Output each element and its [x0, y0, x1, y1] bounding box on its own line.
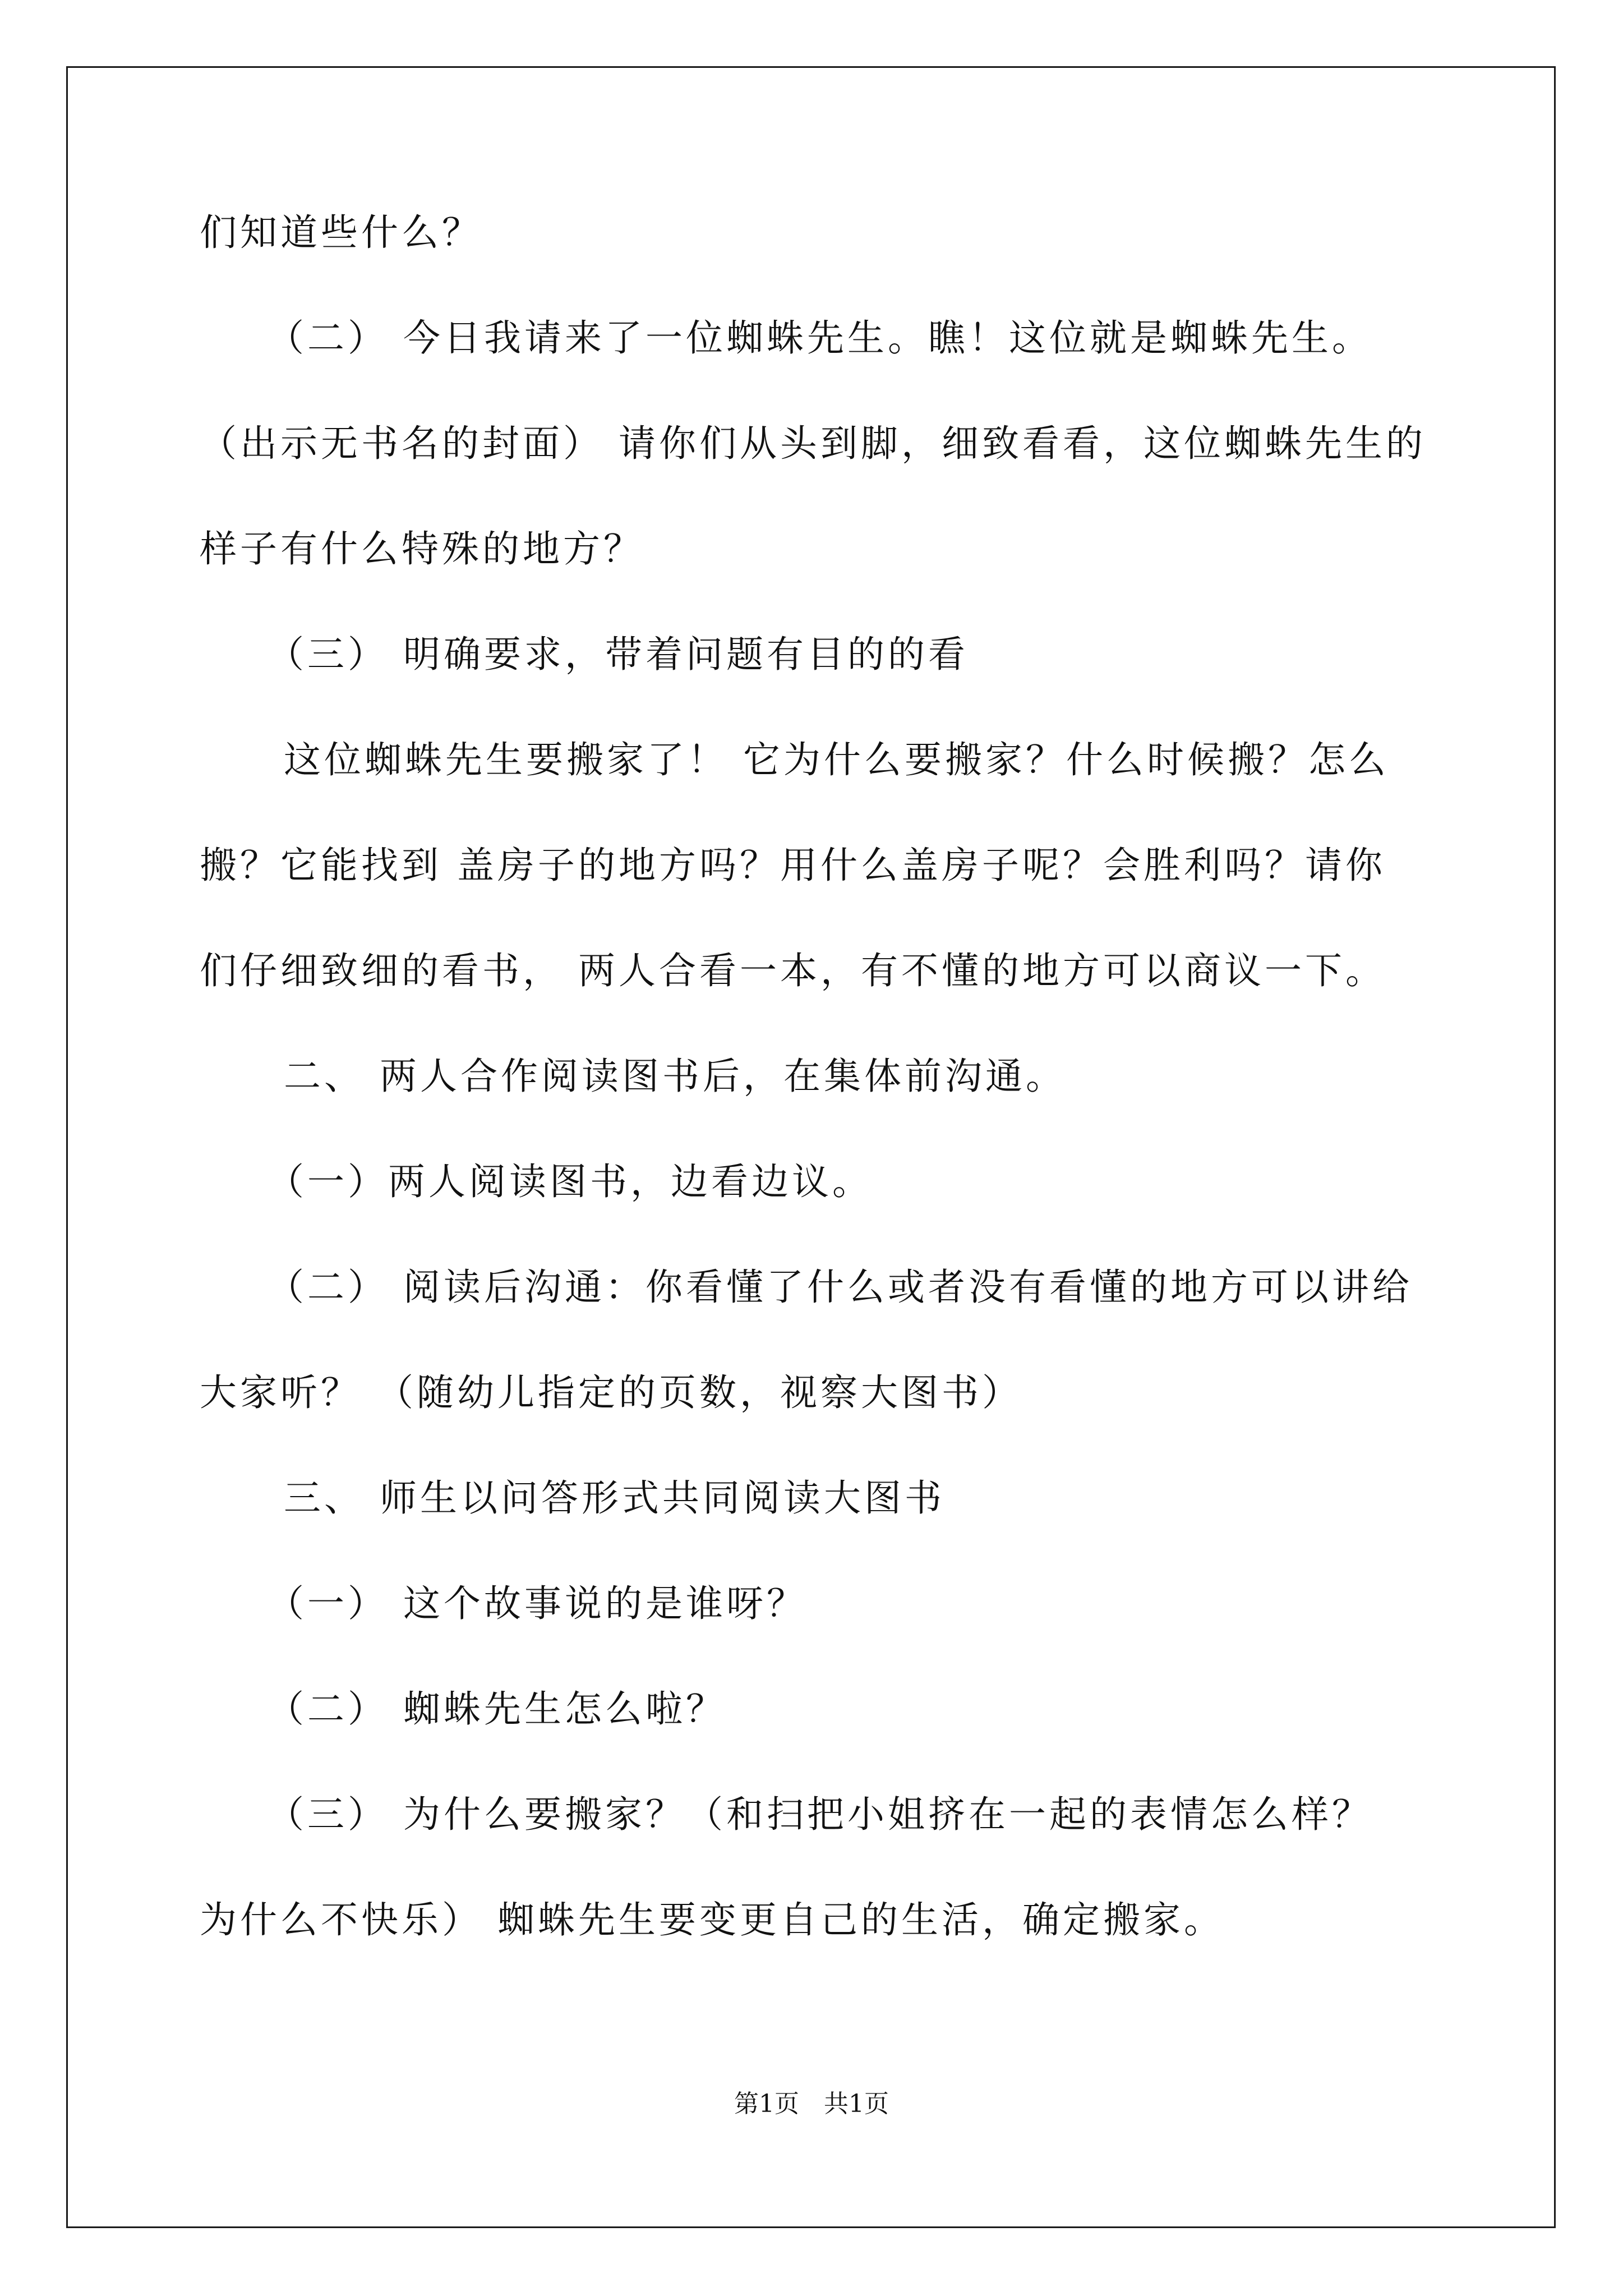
text-line-3: （出示无书名的封面） 请你们从头到脚，细致看看，这位蜘蛛先生的 — [200, 422, 1426, 465]
text-line-7: 搬？它能找到 盖房子的地方吗？用什么盖房子呢？会胜利吗？请你 — [200, 844, 1386, 887]
text-line-11: （二） 阅读后沟通：你看懂了什么或者没有看懂的地方可以讲给 — [267, 1266, 1413, 1309]
page-number-footer: 第1页 共1页 — [734, 2090, 889, 2118]
text-line-1: 们知道些什么？ — [200, 211, 482, 254]
text-line-17: 为什么不快乐） 蜘蛛先生要变更自己的生活，确定搬家。 — [200, 1898, 1224, 1941]
text-line-16: （三） 为什么要搬家？（和扫把小姐挤在一起的表情怎么样？ — [267, 1793, 1372, 1836]
text-line-9: 二、 两人合作阅读图书后，在集体前沟通。 — [284, 1055, 1066, 1098]
text-line-4: 样子有什么特殊的地方？ — [200, 527, 644, 570]
text-line-6: 这位蜘蛛先生要搬家了！ 它为什么要搬家？什么时候搬？怎么 — [284, 738, 1389, 781]
text-line-5: （三） 明确要求，带着问题有目的的看 — [267, 633, 969, 676]
text-line-12: 大家听？ （随幼儿指定的页数，视察大图书） — [200, 1371, 1022, 1414]
text-line-2: （二） 今日我请来了一位蜘蛛先生。瞧！这位就是蜘蛛先生。 — [267, 316, 1372, 360]
text-line-15: （二） 蜘蛛先生怎么啦？ — [267, 1687, 726, 1731]
text-line-13: 三、 师生以问答形式共同阅读大图书 — [284, 1476, 945, 1520]
text-line-10: （一）两人阅读图书，边看边议。 — [267, 1160, 873, 1203]
text-line-8: 们仔细致细的看书， 两人合看一本，有不懂的地方可以商议一下。 — [200, 949, 1386, 992]
text-line-14: （一） 这个故事说的是谁呀？ — [267, 1582, 807, 1625]
